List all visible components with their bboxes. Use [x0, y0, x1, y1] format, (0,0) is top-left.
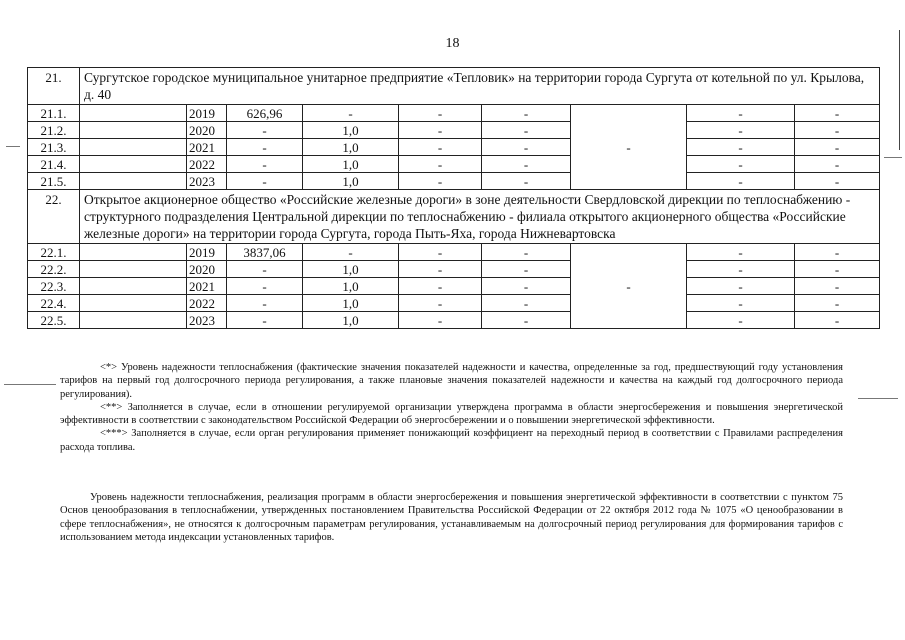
coef-cell: 1,0 — [303, 173, 399, 190]
col5-cell: - — [482, 261, 571, 278]
footnote: <*> Уровень надежности теплоснабжения (фактические значения показателей надежности и качества, определенные за год, предшествующий году установления тарифов на первый год долгосрочного периода регулирования, а также плановые значения показателей надежности и качества на каждый год долгосрочного периода регулирования). — [60, 362, 843, 400]
col5-cell: - — [482, 312, 571, 329]
row-number: 22.1. — [28, 244, 80, 261]
col8-cell: - — [795, 105, 880, 122]
row-number: 21.1. — [28, 105, 80, 122]
section-number: 21. — [28, 68, 80, 105]
col5-cell: - — [482, 139, 571, 156]
col7-cell: - — [687, 122, 795, 139]
section-title: Открытое акционерное общество «Российские железные дороги» в зоне деятельности Свердловской дирекции по теплоснабжению - структурного подразделения Центральной дирекции по теплоснабжению - филиала открытого акционерного общества «Российские железные дороги» на территории города Сургута, города Пыть-Яха, города Нижневартовска — [80, 190, 880, 244]
col8-cell: - — [795, 173, 880, 190]
year-cell: 2022 — [187, 156, 227, 173]
page-number: 18 — [445, 36, 460, 51]
col8-cell: - — [795, 278, 880, 295]
col5-cell: - — [482, 173, 571, 190]
merged-cell: - — [571, 105, 687, 190]
section-title: Сургутское городское муниципальное унитарное предприятие «Тепловик» на территории города Сургута от котельной по ул. Крылова, д. 40 — [80, 68, 880, 105]
year-cell: 2022 — [187, 295, 227, 312]
row-number: 22.2. — [28, 261, 80, 278]
coef-cell: - — [303, 105, 399, 122]
col4-cell: - — [399, 244, 482, 261]
col8-cell: - — [795, 261, 880, 278]
year-cell: 2019 — [187, 244, 227, 261]
table-row — [28, 122, 880, 139]
value-cell: - — [227, 139, 303, 156]
col5-cell: - — [482, 278, 571, 295]
col7-cell: - — [687, 139, 795, 156]
coef-cell: 1,0 — [303, 122, 399, 139]
year-cell: 2023 — [187, 312, 227, 329]
empty-cell — [80, 105, 187, 122]
year-cell: 2019 — [187, 105, 227, 122]
empty-cell — [80, 295, 187, 312]
col4-cell: - — [399, 278, 482, 295]
col8-cell: - — [795, 295, 880, 312]
col4-cell: - — [399, 312, 482, 329]
coef-cell: 1,0 — [303, 261, 399, 278]
coef-cell: - — [303, 244, 399, 261]
col7-cell: - — [687, 261, 795, 278]
scan-edge-line — [899, 30, 900, 150]
col7-cell: - — [687, 278, 795, 295]
value-cell: - — [227, 122, 303, 139]
table-row — [28, 261, 880, 278]
col5-cell: - — [482, 244, 571, 261]
footnote: <**> Заполняется в случае, если в отношении регулируемой организации утверждена программа в области энергосбережения и повышения энергетической эффективности в соответствии с законодательством Российской Федерации об энергосбережении и о повышении энергетической эффективности. — [60, 401, 843, 427]
empty-cell — [80, 261, 187, 278]
scan-mark — [858, 398, 898, 399]
year-cell: 2020 — [187, 261, 227, 278]
coef-cell: 1,0 — [303, 139, 399, 156]
row-number: 22.3. — [28, 278, 80, 295]
table-row — [28, 105, 880, 122]
year-cell: 2021 — [187, 278, 227, 295]
footnote: <***> Заполняется в случае, если орган регулирования применяет понижающий коэффициент на переходный период в соответствии с Правилами распределения расхода топлива. — [60, 428, 843, 453]
col8-cell: - — [795, 122, 880, 139]
col8-cell: - — [795, 156, 880, 173]
empty-cell — [80, 156, 187, 173]
col4-cell: - — [399, 122, 482, 139]
value-cell: - — [227, 312, 303, 329]
empty-cell — [80, 312, 187, 329]
col7-cell: - — [687, 105, 795, 122]
col5-cell: - — [482, 105, 571, 122]
col5-cell: - — [482, 156, 571, 173]
value-cell: - — [227, 156, 303, 173]
section-header-row — [28, 190, 880, 244]
section-header-row — [28, 68, 880, 105]
value-cell: - — [227, 261, 303, 278]
year-cell: 2023 — [187, 173, 227, 190]
empty-cell — [80, 173, 187, 190]
year-cell: 2021 — [187, 139, 227, 156]
coef-cell: 1,0 — [303, 295, 399, 312]
col7-cell: - — [687, 156, 795, 173]
col4-cell: - — [399, 261, 482, 278]
empty-cell — [80, 122, 187, 139]
table-row — [28, 173, 880, 190]
empty-cell — [80, 244, 187, 261]
value-cell: - — [227, 278, 303, 295]
col7-cell: - — [687, 312, 795, 329]
table-row — [28, 278, 880, 295]
table-row — [28, 295, 880, 312]
footnotes — [60, 361, 843, 454]
table-row — [28, 244, 880, 261]
row-number: 21.3. — [28, 139, 80, 156]
closing-paragraph: Уровень надежности теплоснабжения, реализация программ в области энергосбережения и повышения энергетической эффективности в соответствии с пунктом 75 Основ ценообразования в теплоснабжении, утвержденных постановлением Правительства Российской Федерации от 22 октября 2012 года № 1075 «О ценообразовании в сфере теплоснабжения», не относятся к долгосрочным параметрам регулирования, устанавливаемым на долгосрочный период регулирования для формирования тарифов с использованием метода индексации установленных тарифов. — [60, 492, 843, 543]
col8-cell: - — [795, 312, 880, 329]
coef-cell: 1,0 — [303, 156, 399, 173]
row-number: 21.4. — [28, 156, 80, 173]
scan-mark — [884, 157, 902, 158]
col4-cell: - — [399, 156, 482, 173]
col4-cell: - — [399, 105, 482, 122]
empty-cell — [80, 278, 187, 295]
merged-cell: - — [571, 244, 687, 329]
col5-cell: - — [482, 295, 571, 312]
value-cell: 626,96 — [227, 105, 303, 122]
scan-mark — [4, 384, 56, 385]
col4-cell: - — [399, 139, 482, 156]
col7-cell: - — [687, 295, 795, 312]
col7-cell: - — [687, 173, 795, 190]
tariff-parameters-table — [27, 67, 880, 329]
col8-cell: - — [795, 139, 880, 156]
table-row — [28, 139, 880, 156]
coef-cell: 1,0 — [303, 312, 399, 329]
col4-cell: - — [399, 295, 482, 312]
table-body — [28, 68, 880, 329]
value-cell: 3837,06 — [227, 244, 303, 261]
value-cell: - — [227, 295, 303, 312]
closing-paragraph-block — [60, 491, 843, 544]
scan-mark — [6, 146, 20, 147]
col4-cell: - — [399, 173, 482, 190]
year-cell: 2020 — [187, 122, 227, 139]
section-number: 22. — [28, 190, 80, 244]
empty-cell — [80, 139, 187, 156]
row-number: 22.5. — [28, 312, 80, 329]
col8-cell: - — [795, 244, 880, 261]
table-row — [28, 312, 880, 329]
coef-cell: 1,0 — [303, 278, 399, 295]
table-row — [28, 156, 880, 173]
col5-cell: - — [482, 122, 571, 139]
row-number: 21.2. — [28, 122, 80, 139]
col7-cell: - — [687, 244, 795, 261]
value-cell: - — [227, 173, 303, 190]
row-number: 22.4. — [28, 295, 80, 312]
row-number: 21.5. — [28, 173, 80, 190]
